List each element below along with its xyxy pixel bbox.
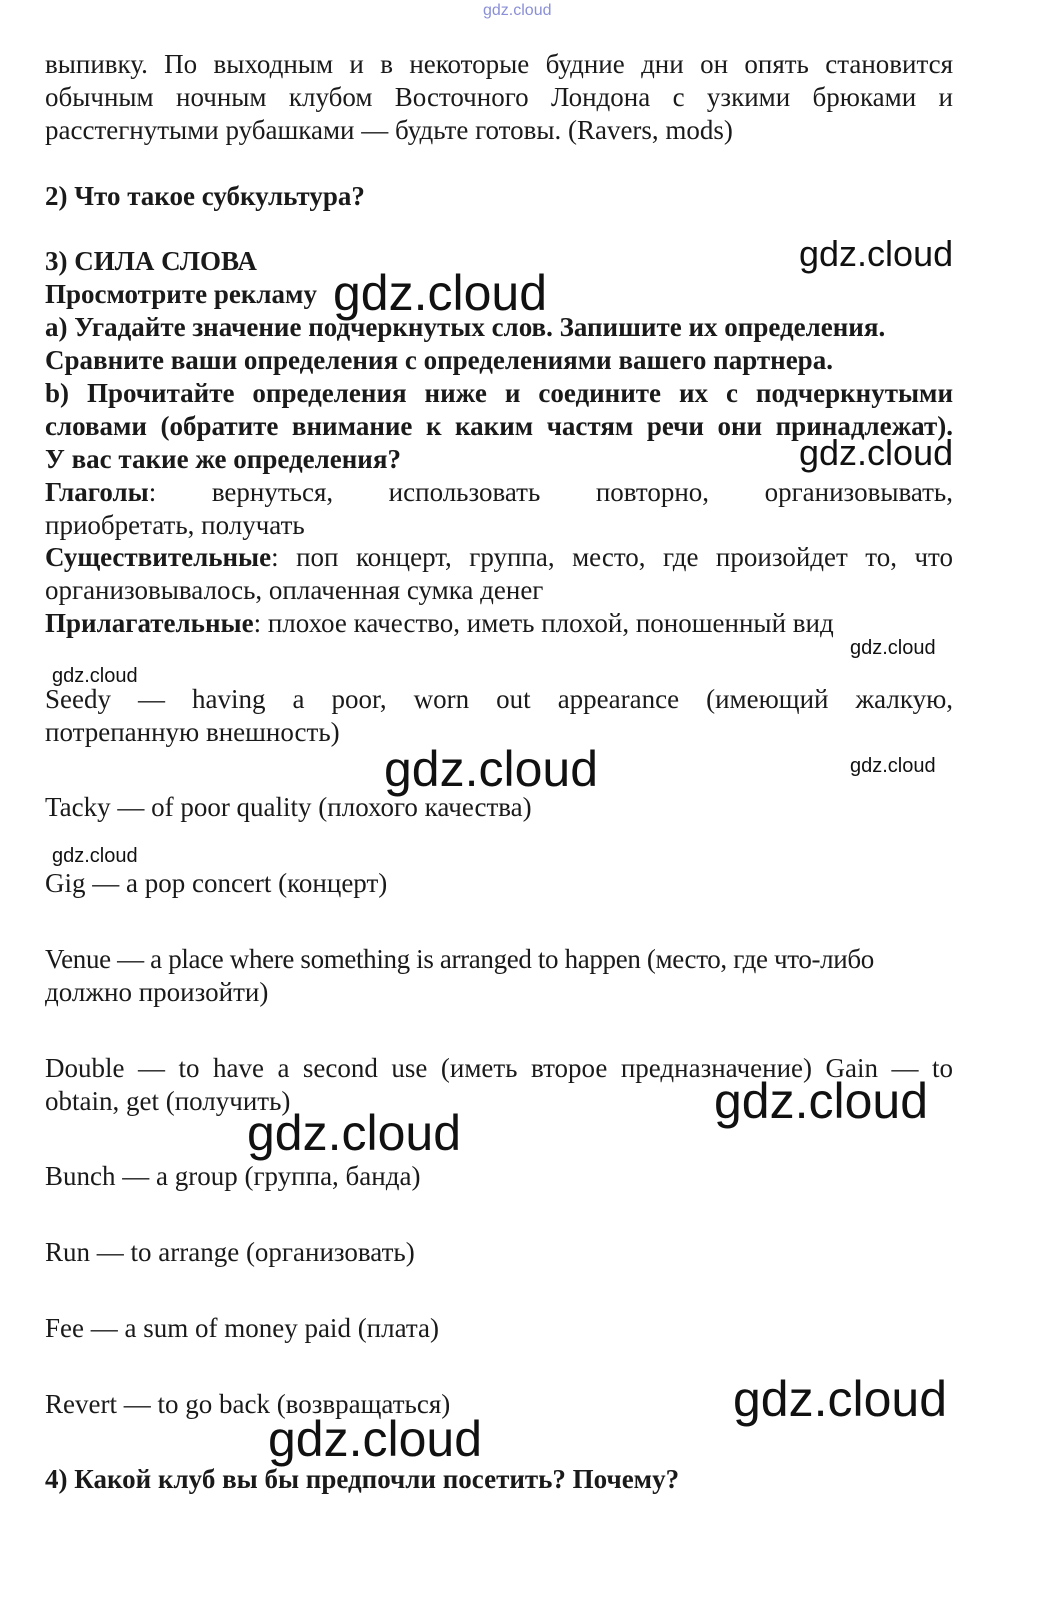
nouns-text-cont: организовывалось, оплаченная сумка денег (45, 575, 544, 605)
question-3-instruction: Просмотрите рекламу (45, 279, 317, 309)
watermark: gdz.cloud (52, 845, 138, 867)
watermark: gdz.cloud (850, 637, 936, 659)
watermark: gdz.cloud (714, 1073, 929, 1129)
watermark: gdz.cloud (52, 665, 138, 687)
definition-venue: Venue — a place where something is arranged to happen (место, где что-либо (45, 944, 874, 974)
question-3-heading: 3) СИЛА СЛОВА (45, 246, 257, 276)
verbs-label: Глаголы (45, 477, 149, 507)
definition-venue-cont: должно произойти) (45, 977, 269, 1007)
definition-seedy: Seedy — having a poor, worn out appearance (имеющий жалкую, (45, 684, 953, 714)
watermark: gdz.cloud (247, 1105, 462, 1161)
question-2-heading: 2) Что такое субкультура? (45, 181, 365, 211)
definition-gig: Gig — a pop concert (концерт) (45, 868, 388, 898)
adjectives-line (45, 607, 953, 640)
nouns-text: : поп концерт, группа, место, где произойдет то, что (271, 542, 953, 572)
definition-seedy-cont: потрепанную внешность) (45, 717, 340, 747)
definition-revert: Revert — to go back (возвращаться) (45, 1389, 451, 1419)
verbs-text-cont: приобретать, получать (45, 510, 305, 540)
question-3a-line: Сравните ваши определения с определениями вашего партнера. (45, 345, 833, 375)
paragraph-line: обычным ночным клубом Восточного Лондона с узкими брюками и (45, 82, 953, 112)
watermark-top: gdz.cloud (483, 2, 552, 19)
definition-double: Double — to have a second use (иметь второе предназначение) Gain — to (45, 1053, 953, 1083)
nouns-line (45, 541, 953, 574)
nouns-label: Существительные (45, 542, 272, 572)
question-3b-line: b) Прочитайте определения ниже и соедините их с подчеркнутыми (45, 378, 953, 408)
definition-bunch: Bunch — a group (группа, банда) (45, 1161, 421, 1191)
question-3b-line: словами (обратите внимание к каким частям речи они принадлежат). (45, 411, 953, 441)
definition-double-cont: obtain, get (получить) (45, 1086, 291, 1116)
question-3b-line: У вас такие же определения? (45, 444, 401, 474)
definition-tacky: Tacky — of poor quality (плохого качества) (45, 792, 532, 822)
watermark: gdz.cloud (799, 233, 954, 274)
watermark: gdz.cloud (268, 1411, 483, 1467)
adjectives-label: Прилагательные (45, 608, 254, 638)
definition-fee: Fee — a sum of money paid (плата) (45, 1313, 439, 1343)
adjectives-text: : плохое качество, иметь плохой, поношенный вид (253, 608, 834, 638)
question-3a-line: a) Угадайте значение подчеркнутых слов. Запишите их определения. (45, 312, 886, 342)
watermark: gdz.cloud (799, 432, 954, 473)
watermark: gdz.cloud (384, 741, 599, 797)
watermark: gdz.cloud (733, 1371, 948, 1427)
question-4-heading: 4) Какой клуб вы бы предпочли посетить? Почему? (45, 1464, 680, 1494)
watermark: gdz.cloud (333, 265, 548, 321)
verbs-line (45, 476, 953, 509)
paragraph-line: расстегнутыми рубашками — будьте готовы. (Ravers, mods) (45, 115, 733, 145)
watermark: gdz.cloud (850, 755, 936, 777)
verbs-text: : вернуться, использовать повторно, организовывать, (148, 477, 953, 507)
definition-run: Run — to arrange (организовать) (45, 1237, 415, 1267)
paragraph-line: выпивку. По выходным и в некоторые будние дни он опять становится (45, 49, 953, 79)
